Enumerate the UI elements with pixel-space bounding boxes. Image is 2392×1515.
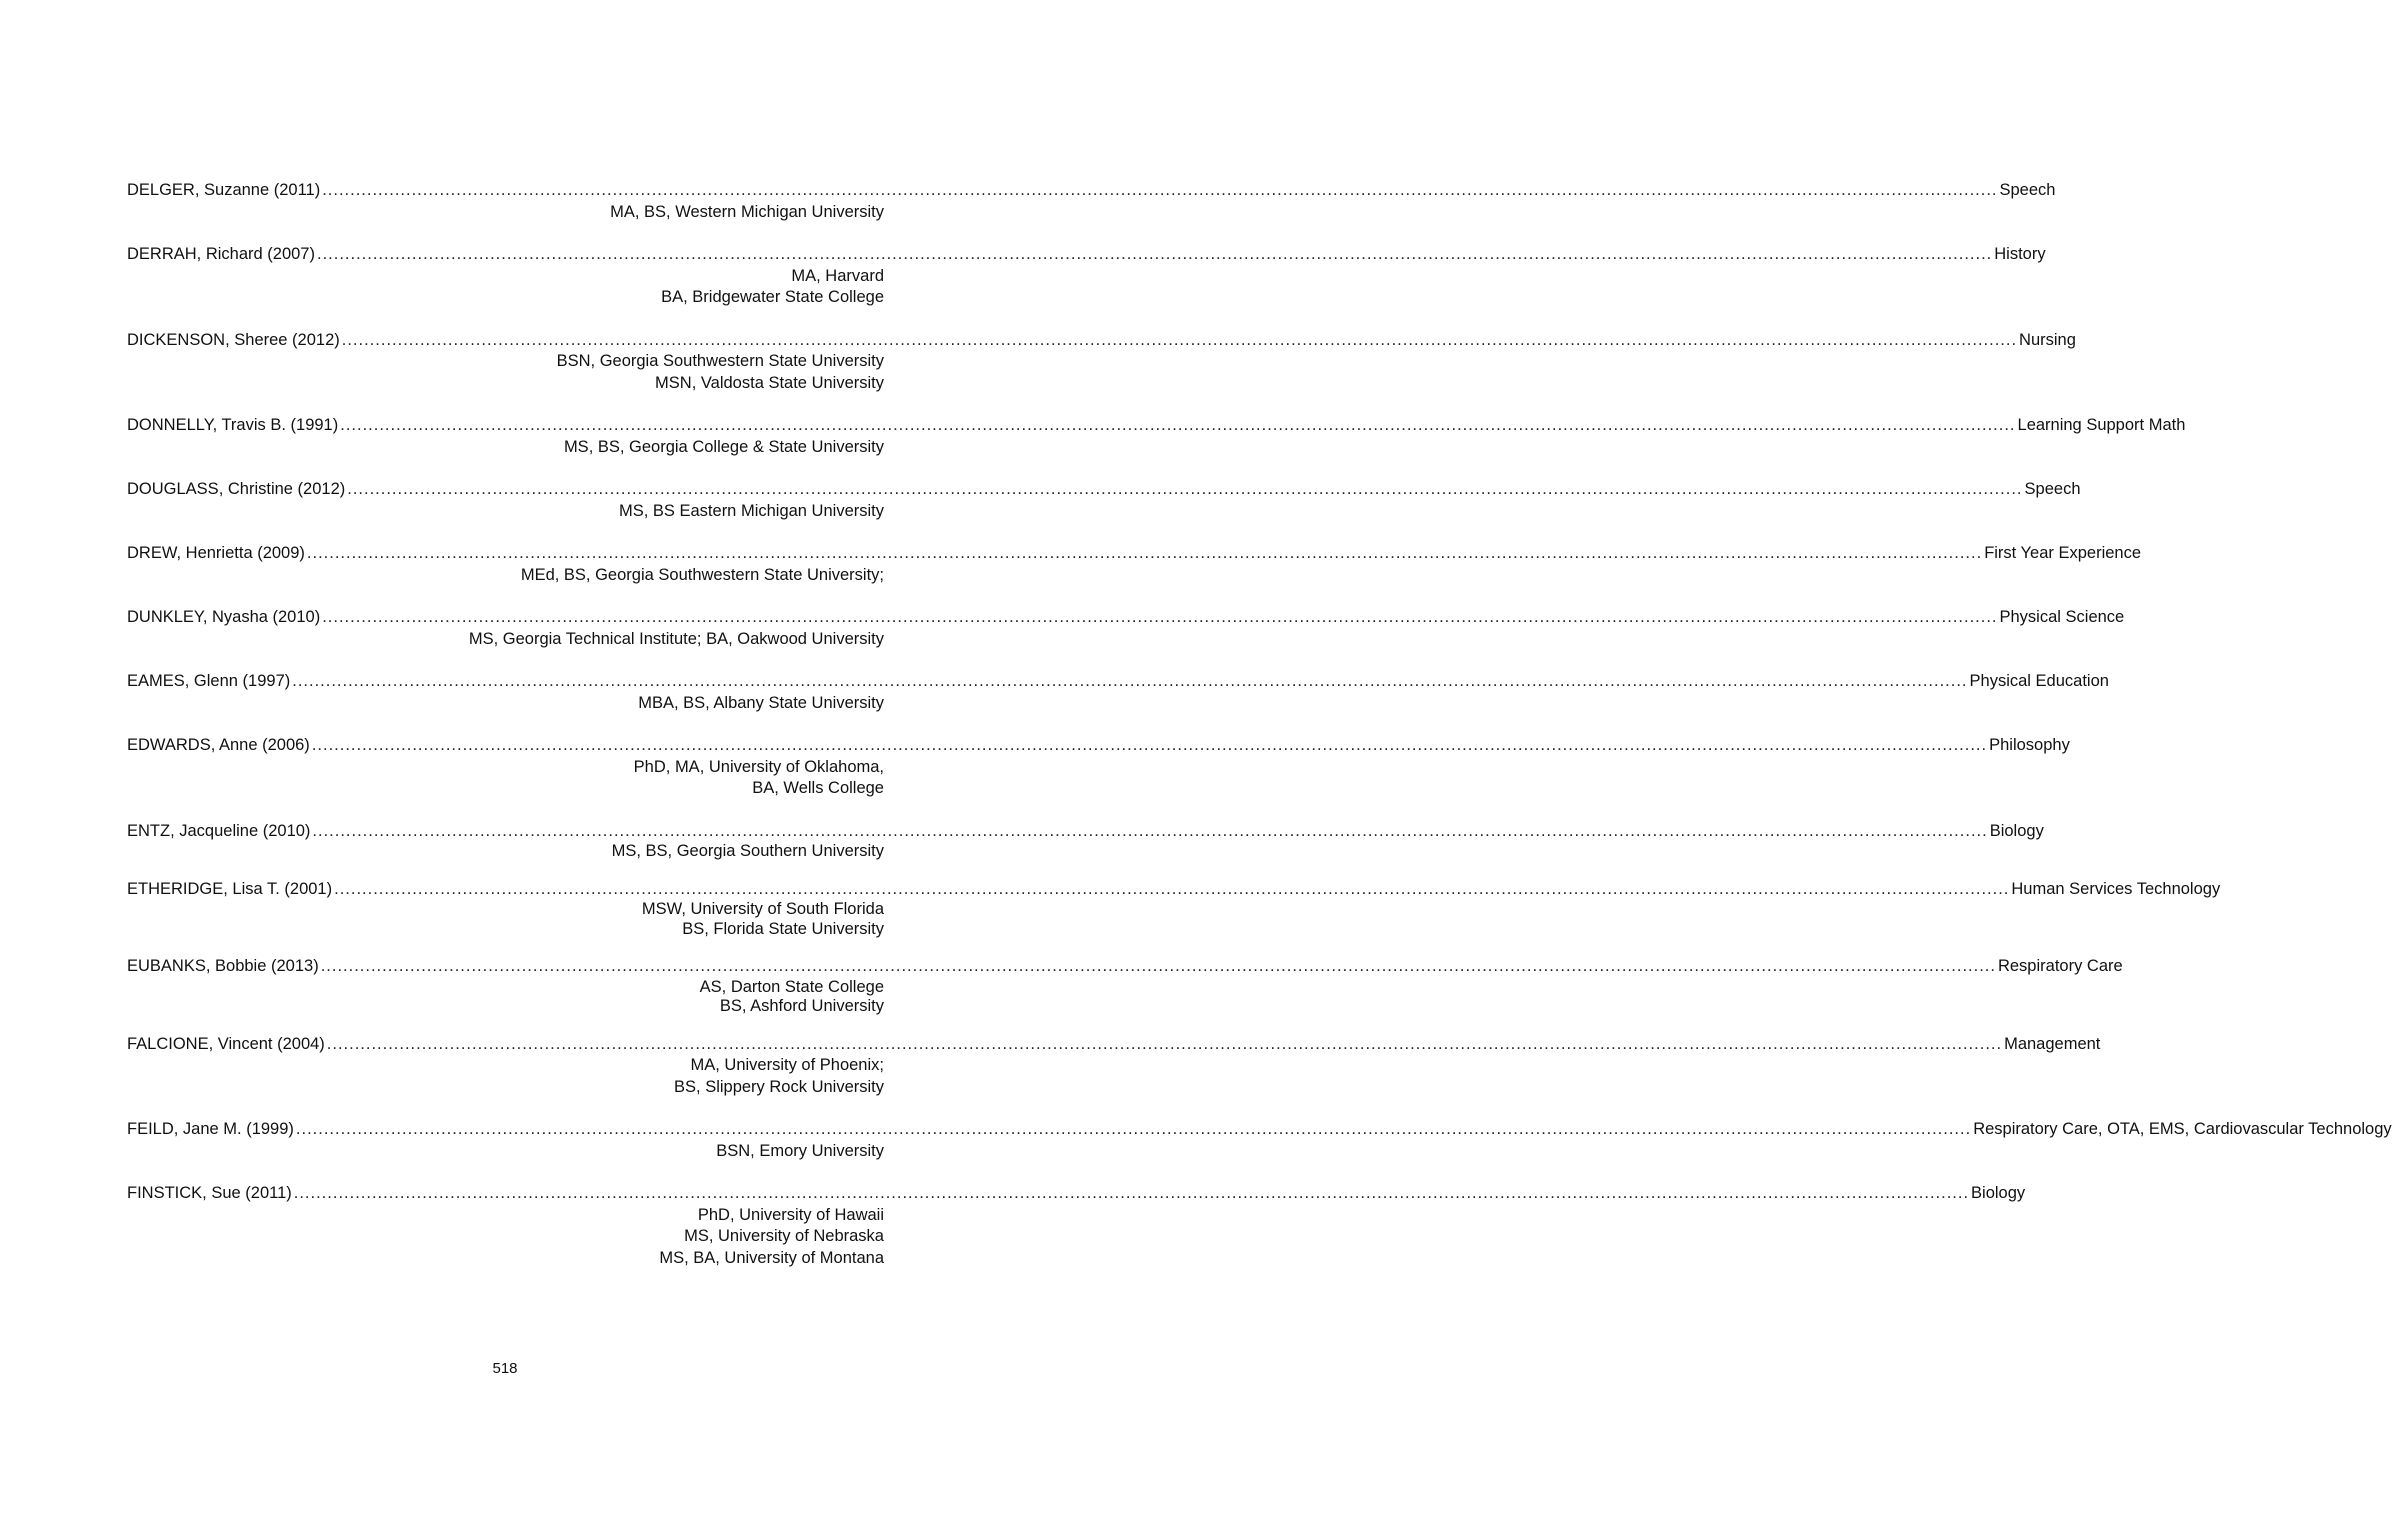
faculty-name: DREW, Henrietta (2009) (127, 544, 305, 562)
entry-heading (127, 1119, 2392, 1141)
faculty-entry (127, 879, 2221, 940)
credential: MA, BS, Western Michigan University (610, 202, 884, 221)
dot-leader: ............................................................................................................................................................................................................................................................................................................ (320, 957, 1996, 975)
dot-leader: ............................................................................................................................................................................................................................................................................................................ (316, 245, 1993, 263)
faculty-entry (127, 1119, 2392, 1162)
credential: MS, Georgia Technical Institute; BA, Oakwood University (468, 629, 884, 648)
credential: MA, University of Phoenix; (690, 1056, 884, 1074)
faculty-entry (127, 244, 2046, 309)
credential: PhD, MA, University of Oklahoma, (633, 757, 884, 776)
faculty-entry (127, 607, 2125, 650)
dot-leader: ............................................................................................................................................................................................................................................................................................................ (341, 330, 2018, 349)
faculty-entry (127, 543, 2142, 586)
credential: MBA, BS, Albany State University (638, 693, 884, 712)
department: Human Services Technology (2011, 879, 2221, 898)
faculty-entry (127, 330, 2076, 395)
entry-heading (127, 735, 2070, 757)
department: Biology (1971, 1184, 2026, 1202)
faculty-name: DELGER, Suzanne (2011) (127, 181, 321, 199)
entry-heading (127, 1034, 2101, 1056)
credential: BSN, Emory University (716, 1141, 884, 1160)
department: Speech (2024, 480, 2081, 498)
dot-leader: ............................................................................................................................................................................................................................................................................................................ (322, 181, 1998, 199)
faculty-name: DUNKLEY, Nyasha (2010) (127, 608, 321, 626)
credential: BS, Slippery Rock University (674, 1077, 884, 1096)
faculty-name: FALCIONE, Vincent (2004) (127, 1034, 325, 1053)
department: Respiratory Care, OTA, EMS, Cardiovascular Technology (1973, 1120, 2392, 1138)
entry-heading (127, 821, 2044, 843)
faculty-entry (127, 1034, 2101, 1099)
faculty-name: DONNELLY, Travis B. (1991) (127, 416, 339, 434)
credential: MS, BS, Georgia Southern University (611, 842, 884, 860)
dot-leader: ............................................................................................................................................................................................................................................................................................................ (293, 1184, 1970, 1202)
entry-heading (127, 415, 2186, 437)
faculty-entry (127, 956, 2123, 1017)
entry-heading (127, 543, 2142, 565)
entry-heading (127, 330, 2076, 352)
page-number: 518 (492, 1360, 518, 1377)
dot-leader: ............................................................................................................................................................................................................................................................................................................ (292, 672, 1968, 690)
department: Physical Education (1969, 672, 2109, 690)
credential: BS, Florida State University (682, 919, 884, 938)
faculty-entry (127, 415, 2186, 458)
entry-heading (127, 180, 2056, 202)
faculty-entry (127, 821, 2044, 862)
credential: PhD, University of Hawaii (697, 1205, 884, 1224)
faculty-name: EAMES, Glenn (1997) (127, 672, 291, 690)
department: Biology (1989, 821, 2044, 840)
entry-heading (127, 244, 2046, 266)
credential: MEd, BS, Georgia Southwestern State University; (520, 565, 884, 584)
credential: MSW, University of South Florida (641, 900, 884, 918)
dot-leader: ............................................................................................................................................................................................................................................................................................................ (312, 821, 1988, 840)
faculty-entry (127, 180, 2056, 223)
faculty-name: DOUGLASS, Christine (2012) (127, 480, 346, 498)
credential: MA, Harvard (791, 266, 884, 285)
dot-leader: ............................................................................................................................................................................................................................................................................................................ (334, 879, 2010, 898)
credential: BSN, Georgia Southwestern State University (556, 352, 884, 370)
department: Philosophy (1989, 736, 2070, 754)
credential: MSN, Valdosta State University (655, 373, 884, 392)
entry-heading (127, 671, 2109, 693)
department: Management (2004, 1034, 2101, 1053)
credential: BA, Bridgewater State College (661, 288, 884, 306)
faculty-name: ENTZ, Jacqueline (2010) (127, 821, 311, 840)
department: First Year Experience (1984, 544, 2142, 562)
credential: AS, Darton State College (699, 977, 884, 996)
credential: BS, Ashford University (719, 997, 884, 1015)
faculty-entry (127, 671, 2109, 714)
dot-leader: ............................................................................................................................................................................................................................................................................................................ (340, 416, 2016, 434)
entry-heading (127, 479, 2081, 501)
department: Physical Science (1999, 608, 2125, 626)
faculty-entry (127, 479, 2081, 522)
department: History (1994, 245, 2046, 263)
dot-leader: ............................................................................................................................................................................................................................................................................................................ (322, 608, 1998, 626)
department: Respiratory Care (1997, 957, 2123, 975)
department: Nursing (2019, 330, 2076, 349)
faculty-directory (127, 180, 2392, 1290)
credential: MS, BS, Georgia College & State University (563, 437, 884, 456)
faculty-name: FEILD, Jane M. (1999) (127, 1120, 294, 1138)
dot-leader: ............................................................................................................................................................................................................................................................................................................ (306, 544, 1983, 562)
faculty-name: DERRAH, Richard (2007) (127, 245, 315, 263)
entry-heading (127, 607, 2125, 629)
faculty-name: ETHERIDGE, Lisa T. (2001) (127, 879, 333, 898)
entry-heading (127, 879, 2221, 901)
credential: BA, Wells College (752, 779, 884, 797)
department: Speech (1999, 181, 2056, 199)
credential: MS, BA, University of Montana (659, 1248, 884, 1267)
credential: MS, University of Nebraska (684, 1227, 884, 1245)
faculty-name: EUBANKS, Bobbie (2013) (127, 957, 319, 975)
dot-leader: ............................................................................................................................................................................................................................................................................................................ (311, 736, 1988, 754)
faculty-name: DICKENSON, Sheree (2012) (127, 330, 340, 349)
dot-leader: ............................................................................................................................................................................................................................................................................................................ (347, 480, 2023, 498)
dot-leader: ............................................................................................................................................................................................................................................................................................................ (295, 1120, 1972, 1138)
department: Learning Support Math (2017, 416, 2186, 434)
faculty-name: FINSTICK, Sue (2011) (127, 1184, 292, 1202)
credential: MS, BS Eastern Michigan University (618, 501, 884, 520)
faculty-name: EDWARDS, Anne (2006) (127, 736, 310, 754)
entry-heading (127, 956, 2123, 978)
faculty-entry (127, 735, 2070, 800)
entry-heading (127, 1183, 2026, 1205)
dot-leader: ............................................................................................................................................................................................................................................................................................................ (326, 1034, 2003, 1053)
faculty-entry (127, 1183, 2026, 1269)
